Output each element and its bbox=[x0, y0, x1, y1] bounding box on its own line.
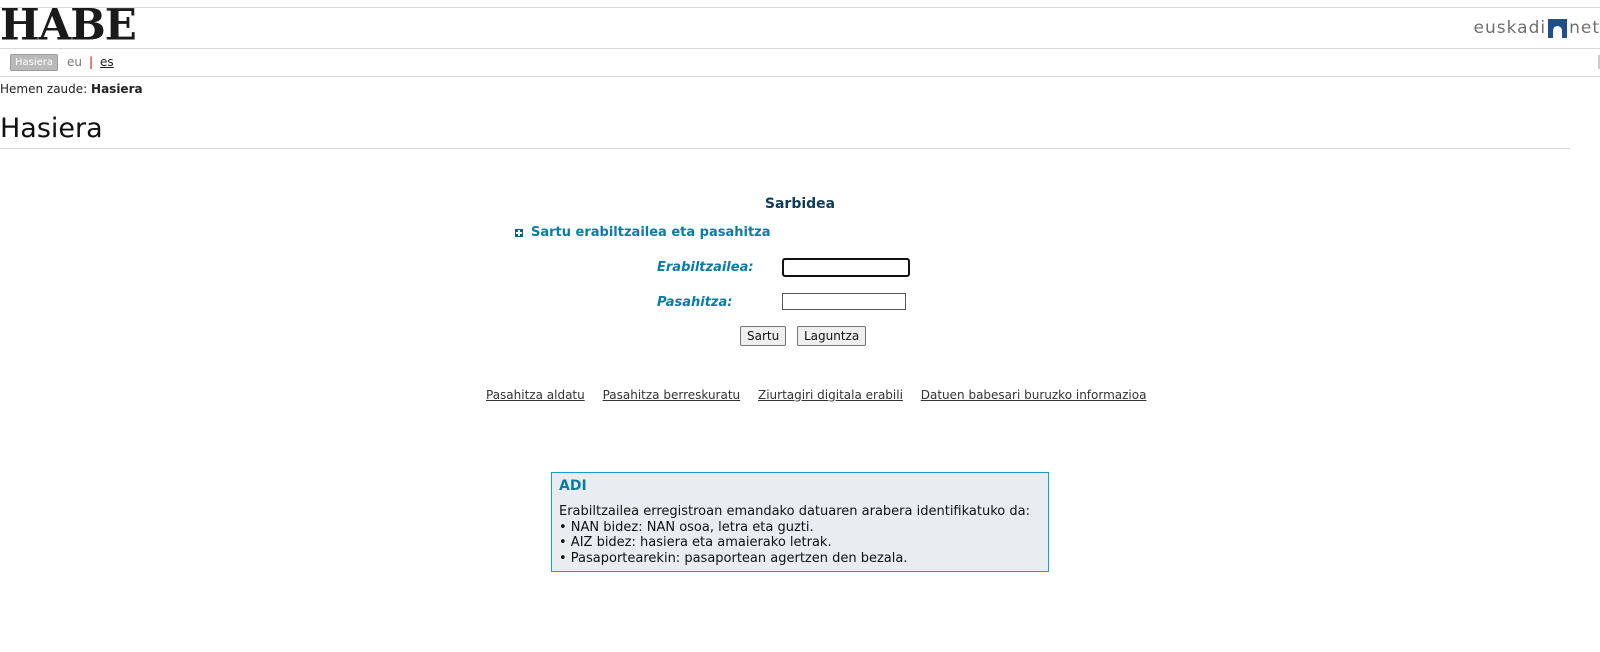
login-heading: Sarbidea bbox=[764, 196, 836, 212]
lang-link-es[interactable]: es bbox=[100, 55, 114, 69]
login-section-toggle[interactable] bbox=[515, 225, 771, 240]
breadcrumb bbox=[0, 82, 143, 96]
breadcrumb-prefix: Hemen zaude: bbox=[0, 82, 88, 96]
language-switcher bbox=[67, 54, 114, 70]
notice-line: • Pasaportearekin: pasaportean agertzen den bezala. bbox=[559, 550, 908, 566]
recover-password-link[interactable]: Pasahitza berreskuratu bbox=[602, 388, 741, 402]
password-label: Pasahitza: bbox=[657, 295, 733, 310]
title-divider bbox=[0, 148, 1570, 149]
notice-title: ADI bbox=[559, 478, 587, 494]
help-button[interactable]: Laguntza bbox=[797, 326, 866, 346]
password-field[interactable] bbox=[782, 293, 906, 310]
lang-current: eu bbox=[67, 55, 82, 69]
digital-certificate-link[interactable]: Ziurtagiri digitala erabili bbox=[757, 388, 903, 402]
account-links bbox=[486, 388, 1160, 402]
submit-button[interactable]: Sartu bbox=[740, 326, 786, 346]
top-divider bbox=[0, 7, 1600, 8]
nav-bar bbox=[0, 48, 1600, 77]
notice-line: • AIZ bidez: hasiera eta amaierako letrak. bbox=[559, 535, 832, 550]
plus-square-icon[interactable] bbox=[515, 229, 523, 237]
brand-text-right: net bbox=[1569, 18, 1600, 38]
data-protection-link[interactable]: Datuen babesari buruzko informazioa bbox=[920, 388, 1147, 402]
habe-logo[interactable]: HABE bbox=[0, 0, 136, 50]
notice-line: • NAN bidez: NAN osoa, letra eta guzti. bbox=[559, 519, 814, 535]
login-section-title: Sartu erabiltzailea eta pasahitza bbox=[531, 225, 771, 240]
notice-box bbox=[551, 472, 1049, 572]
notice-line: Erabiltzailea erregistroan emandako datuaren arabera identifikatuko da: bbox=[559, 504, 1030, 519]
username-field[interactable] bbox=[782, 258, 910, 277]
home-button[interactable]: Hasiera bbox=[10, 54, 58, 71]
change-password-link[interactable]: Pasahitza aldatu bbox=[486, 388, 585, 402]
page-title: Hasiera bbox=[0, 113, 103, 144]
breadcrumb-current: Hasiera bbox=[91, 82, 143, 96]
brand-text-left: euskadi bbox=[1473, 18, 1547, 38]
lang-separator: | bbox=[89, 55, 94, 69]
euskadinet-logo-icon bbox=[1548, 19, 1567, 38]
username-label: Erabiltzailea: bbox=[657, 260, 754, 275]
euskadinet-brand[interactable] bbox=[1474, 18, 1600, 38]
